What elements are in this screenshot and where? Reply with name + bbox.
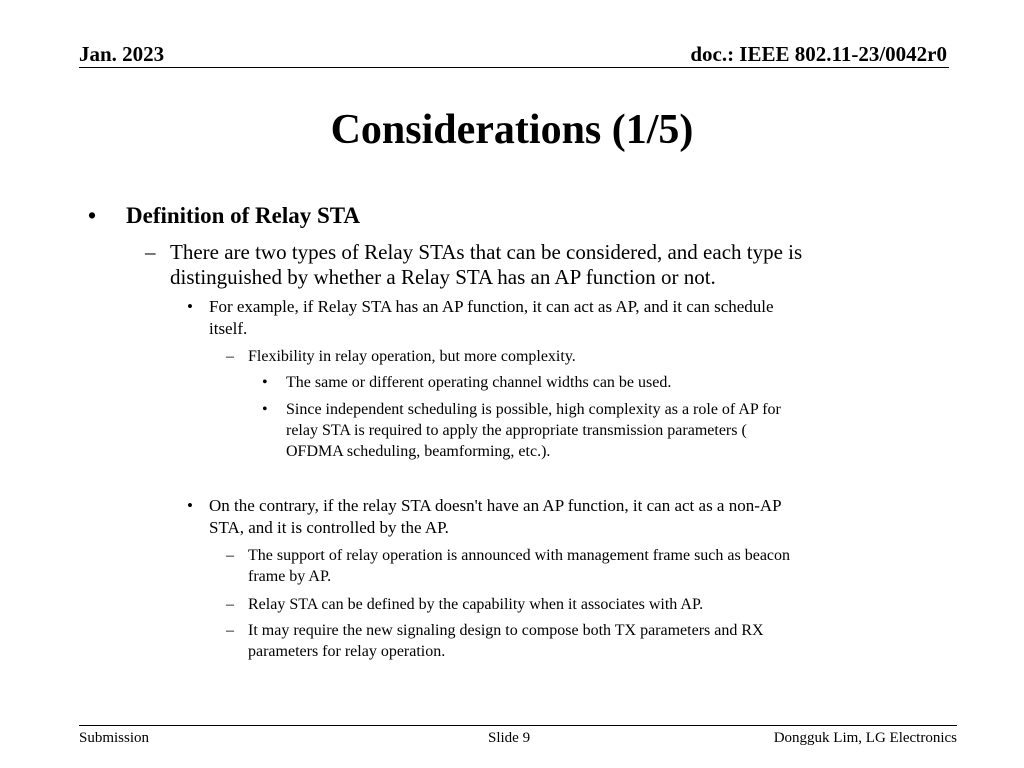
bullet-marker: • xyxy=(262,401,268,418)
capability-note: Relay STA can be defined by the capability when it associates with AP. xyxy=(248,596,704,613)
signaling-design-line-2: parameters for relay operation. xyxy=(248,643,446,660)
header-date: Jan. 2023 xyxy=(79,42,165,66)
bullet-marker: • xyxy=(262,374,268,391)
bullet-marker: • xyxy=(187,496,193,515)
non-ap-relay-line-2: STA, and it is controlled by the AP. xyxy=(209,518,449,537)
footer-submission: Submission xyxy=(79,730,150,746)
relay-types-line-1: There are two types of Relay STAs that can be considered, and each type is xyxy=(170,240,803,264)
footer-author: Dongguk Lim, LG Electronics xyxy=(773,730,957,746)
non-ap-relay-line-1: On the contrary, if the relay STA doesn't have an AP function, it can act as a non-AP xyxy=(209,496,782,515)
bullet-marker: • xyxy=(187,297,193,316)
footer-rule xyxy=(79,725,957,726)
bullet-definition-relay-sta: Definition of Relay STA xyxy=(126,203,361,228)
dash-marker: – xyxy=(226,547,234,564)
footer-slide-number: Slide 9 xyxy=(488,730,531,746)
dash-marker: – xyxy=(145,240,156,264)
scheduling-note-line-3: OFDMA scheduling, beamforming, etc.). xyxy=(286,443,551,460)
scheduling-note-line-1: Since independent scheduling is possible, high complexity as a role of AP for xyxy=(286,401,781,418)
relay-support-line-2: frame by AP. xyxy=(248,568,332,585)
header-doc-id: doc.: IEEE 802.11-23/0042r0 xyxy=(690,42,947,66)
ap-function-example-line-1: For example, if Relay STA has an AP function, it can act as AP, and it can schedule xyxy=(209,297,774,316)
relay-support-line-1: The support of relay operation is announced with management frame such as beacon xyxy=(248,547,791,564)
scheduling-note-line-2: relay STA is required to apply the appropriate transmission parameters ( xyxy=(286,422,747,439)
relay-types-line-2: distinguished by whether a Relay STA has an AP function or not. xyxy=(170,265,716,289)
flexibility-note: Flexibility in relay operation, but more complexity. xyxy=(248,348,576,365)
signaling-design-line-1: It may require the new signaling design to compose both TX parameters and RX xyxy=(248,622,764,639)
bullet-marker: • xyxy=(88,203,97,228)
ap-function-example-line-2: itself. xyxy=(209,319,248,338)
slide-title: Considerations (1/5) xyxy=(330,107,694,153)
dash-marker: – xyxy=(226,348,234,365)
channel-widths-note: The same or different operating channel widths can be used. xyxy=(286,374,672,391)
dash-marker: – xyxy=(226,596,234,613)
dash-marker: – xyxy=(226,622,234,639)
